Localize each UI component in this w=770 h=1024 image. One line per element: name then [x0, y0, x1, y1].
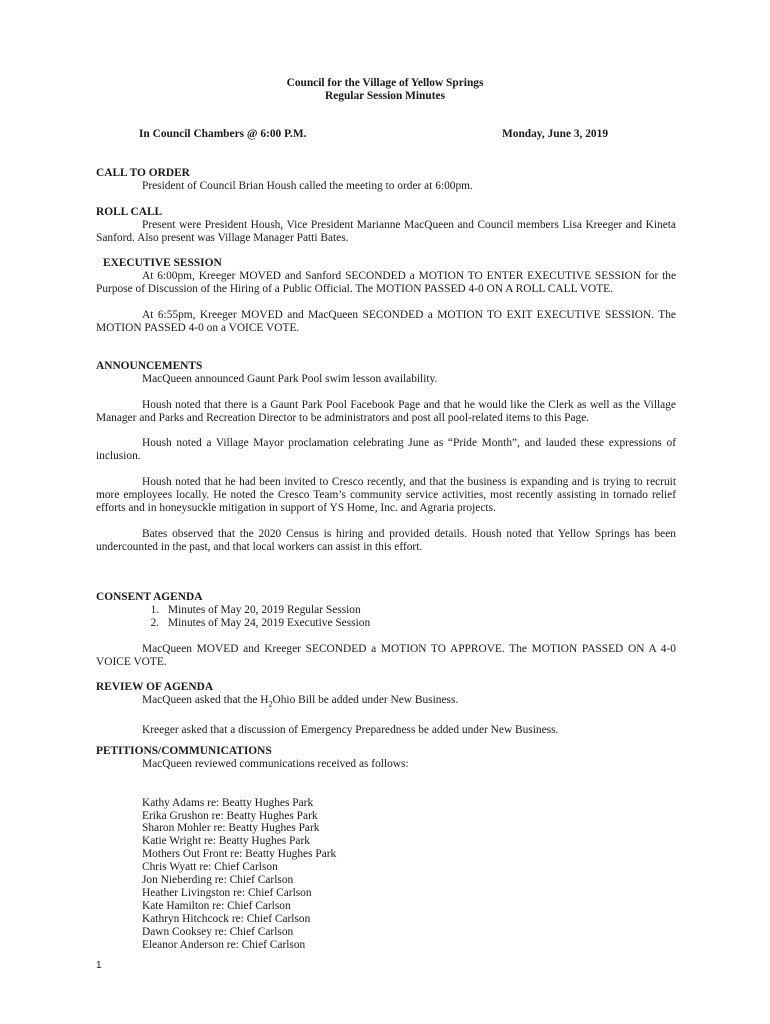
section-call-to-order [96, 167, 676, 193]
list-item: Eleanor Anderson re: Chief Carlson [142, 938, 306, 951]
list-item: 1. Minutes of May 20, 2019 Regular Session [162, 604, 676, 617]
list-item: Kathy Adams re: Beatty Hughes Park [142, 796, 314, 809]
section-review-of-agenda [96, 681, 676, 737]
paragraph: At 6:55pm, Kreeger MOVED and MacQueen SECONDED a MOTION TO EXIT EXECUTIVE SESSION. The MOTION PASSED 4-0 on a VOICE VOTE. [96, 308, 676, 334]
section-consent-agenda [96, 591, 676, 668]
paragraph: MacQueen reviewed communications received as follows: [142, 757, 409, 770]
list-item: Dawn Cooksey re: Chief Carlson [142, 925, 294, 938]
paragraph: Kreeger asked that a discussion of Emergency Preparedness be added under New Business. [142, 723, 559, 736]
list-item: Sharon Mohler re: Beatty Hughes Park [142, 822, 320, 835]
section-heading: PETITIONS/COMMUNICATIONS [96, 745, 272, 757]
paragraph: Housh noted that there is a Gaunt Park Pool Facebook Page and that he would like the Clerk as well as the Village Manager and Parks and Recreation Director to be administrators and post all pool-related items to this Page. [96, 398, 676, 424]
paragraph: MacQueen asked that the $H_2Ohio$ Bill be added under New Business. [142, 693, 459, 709]
list-item: Erika Grushon re: Beatty Hughes Park [142, 809, 318, 822]
page-number: 1 [96, 960, 102, 971]
document-title: Council for the Village of Yellow Springs [286, 77, 484, 89]
list-item: Katie Wright re: Beatty Hughes Park [142, 835, 310, 848]
section-roll-call [96, 206, 676, 245]
paragraph: President of Council Brian Housh called the meeting to order at 6:00pm. [142, 179, 473, 192]
paragraph: Housh noted that he had been invited to Cresco recently, and that the business is expanding and is trying to recruit more employees locally. He noted the Cresco Team’s community service activities, most recently assisting in tornado relief efforts and in honeysuckle mitigation in support of YS Home, Inc. and Agraria projects. [96, 476, 676, 514]
consent-items-list [96, 604, 676, 630]
communications-list [96, 797, 676, 952]
list-item: Jon Nieberding re: Chief Carlson [142, 874, 294, 887]
section-heading: CONSENT AGENDA [96, 591, 203, 603]
paragraph: Bates observed that the 2020 Census is hiring and provided details. Housh noted that Yellow Springs has been undercounted in the past, and that local workers can assist in this effort. [96, 527, 676, 553]
section-executive-session [96, 257, 676, 334]
paragraph: Housh noted a Village Mayor proclamation celebrating June as “Pride Month”, and lauded these expressions of inclusion. [96, 437, 676, 463]
paragraph: Present were President Housh, Vice President Marianne MacQueen and Council members Lisa Kreeger and Kineta Sanford. Also present was Village Manager Patti Bates. [96, 218, 676, 244]
section-heading: EXECUTIVE SESSION [103, 257, 222, 269]
list-item: Kate Hamilton re: Chief Carlson [142, 899, 291, 912]
meeting-date: Monday, June 3, 2019 [502, 128, 609, 140]
meeting-location: In Council Chambers @ 6:00 P.M. [139, 128, 307, 140]
paragraph: MacQueen MOVED and Kreeger SECONDED a MOTION TO APPROVE. The MOTION PASSED ON A 4-0 VOICE VOTE. [96, 642, 676, 668]
section-heading: ANNOUNCEMENTS [96, 360, 203, 372]
paragraph: At 6:00pm, Kreeger MOVED and Sanford SECONDED a MOTION TO ENTER EXECUTIVE SESSION for the Purpose of Discussion of the Hiring of a Public Official. The MOTION PASSED 4-0 ON A ROLL CALL VOTE. [96, 269, 676, 295]
section-heading: CALL TO ORDER [96, 167, 190, 179]
document-subtitle: Regular Session Minutes [324, 90, 446, 102]
list-item: Kathryn Hitchcock re: Chief Carlson [142, 912, 311, 925]
section-heading: ROLL CALL [96, 206, 163, 218]
section-petitions [96, 745, 676, 951]
section-heading: REVIEW OF AGENDA [96, 681, 214, 693]
section-announcements [96, 360, 676, 554]
list-item: Mothers Out Front re: Beatty Hughes Park [142, 848, 337, 861]
paragraph: MacQueen announced Gaunt Park Pool swim lesson availability. [142, 372, 438, 385]
list-item: 2. Minutes of May 24, 2019 Executive Session [162, 617, 676, 630]
list-item: Chris Wyatt re: Chief Carlson [142, 861, 278, 874]
list-item: Heather Livingston re: Chief Carlson [142, 886, 312, 899]
